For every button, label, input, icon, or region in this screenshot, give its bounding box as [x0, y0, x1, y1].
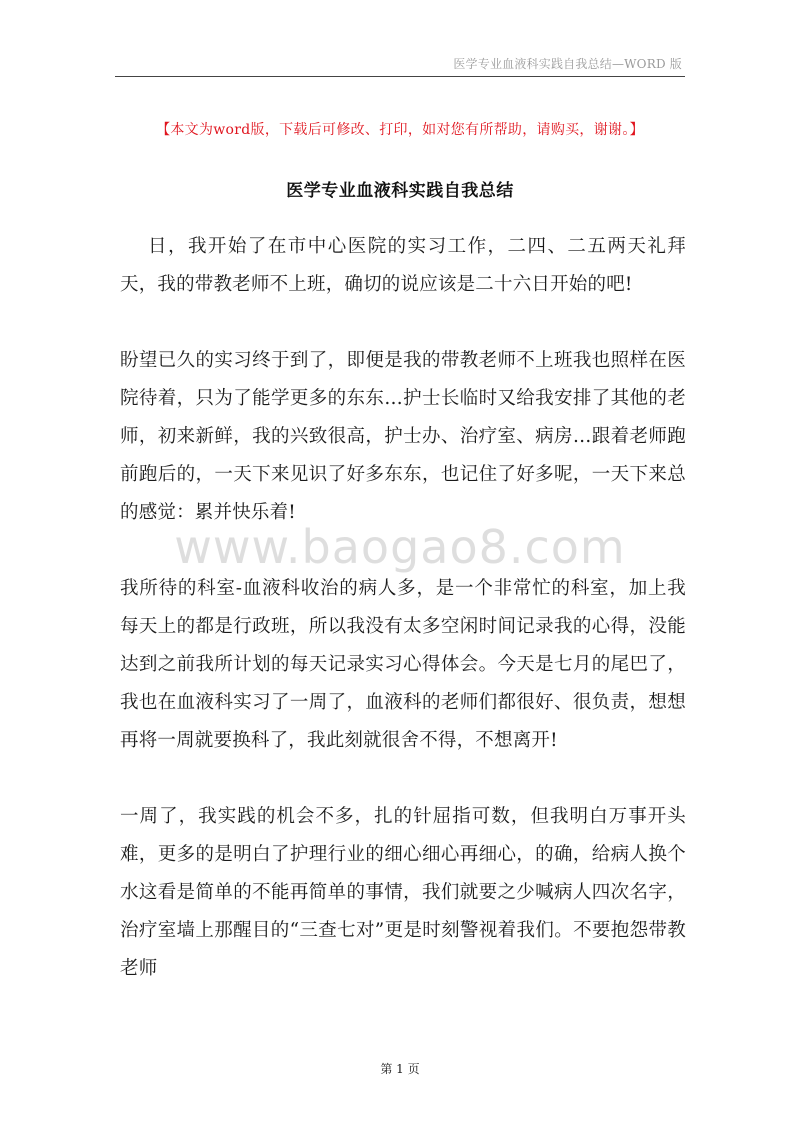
header-divider	[115, 76, 685, 77]
paragraph-1: 日，我开始了在市中心医院的实习工作，二四、二五两天礼拜天，我的带教老师不上班，确切的说应该是二十六日开始的吧!	[120, 236, 686, 295]
running-header: 医学专业血液科实践自我总结—WORD 版	[453, 57, 682, 71]
purchase-notice: 【本文为word版，下载后可修改、打印，如对您有所帮助，请购买，谢谢。】	[156, 122, 644, 138]
paragraph-2: 盼望已久的实习终于到了，即便是我的带教老师不上班我也照样在医院待着，只为了能学更多的东东…护士长临时又给我安排了其他的老师，初来新鲜，我的兴致很高，护士办、治疗室、病房…跟着老师跑前跑后的，一天下来见识了好多东东，也记住了好多呢，一天下来总的感觉：累并快乐着!	[120, 350, 686, 523]
document-title: 医学专业血液科实践自我总结	[286, 181, 514, 201]
paragraph-3: 我所待的科室-血液科收治的病人多，是一个非常忙的科室，加上我每天上的都是行政班，所以我没有太多空闲时间记录我的心得，没能达到之前我所计划的每天记录实习心得体会。今天是七月的尾巴了，我也在血液科实习了一周了，血液科的老师们都很好、很负责，想想再将一周就要换科了，我此刻就很舍不得，不想离开!	[120, 578, 686, 751]
watermark: www.baogao8.com	[174, 520, 626, 574]
page-number: 第 1 页	[380, 1062, 420, 1076]
document-body	[120, 228, 686, 1026]
paragraph-4: 一周了，我实践的机会不多，扎的针屈指可数，但我明白万事开头难，更多的是明白了护理行业的细心细心再细心，的确，给病人换个水这看是简单的不能再简单的事情，我们就要之少喊病人四次名字，治疗室墙上那醒目的“三查七对”更是时刻警视着我们。不要抱怨带教老师	[120, 806, 686, 979]
